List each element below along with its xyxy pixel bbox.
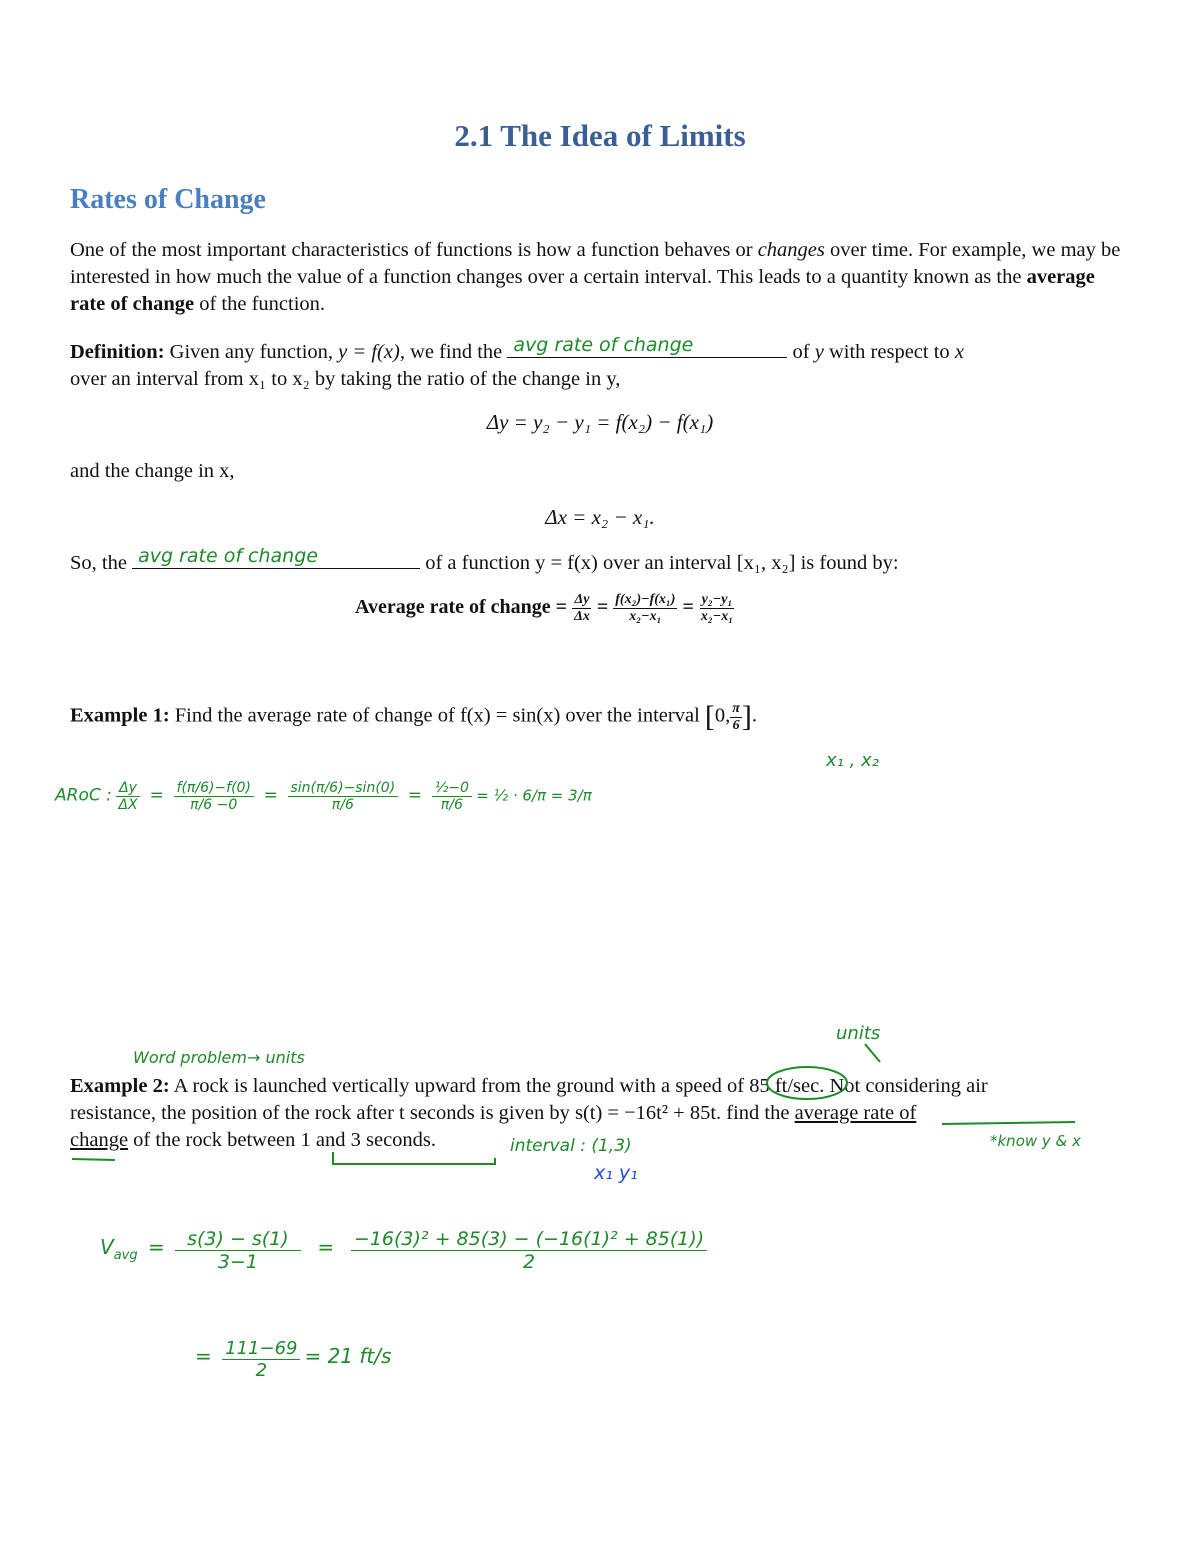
example2-change-underline	[70, 1153, 120, 1165]
example1-work-eq-3: =	[402, 785, 428, 806]
definition-text-1: Given any function,	[164, 341, 339, 363]
intro-text-3: of the function.	[194, 293, 326, 315]
page-title: 2.1 The Idea of Limits	[454, 118, 746, 153]
so-the-prefix: So, the	[70, 552, 133, 574]
example1-work-f1-den: ΔX	[118, 797, 138, 813]
example2-work-frac-2	[351, 1228, 707, 1273]
example2-result-eq: =	[195, 1344, 219, 1369]
example1-aroc-label: ARoC :	[55, 785, 112, 806]
intro-italic: changes	[757, 239, 825, 261]
example2-work-f2-den: 2	[522, 1251, 536, 1273]
intro-text-1: One of the most important characteristics of functions is how a function behaves or	[70, 239, 758, 261]
example2-result-num: 111−69	[222, 1338, 300, 1360]
example2-avg-underline	[940, 1116, 1080, 1130]
definition-label: Definition:	[70, 341, 165, 363]
example1-label: Example 1:	[70, 704, 170, 727]
formula-eq-2: =	[682, 596, 694, 619]
so-the-blank	[132, 545, 420, 569]
example2-note-know: *know y & x	[990, 1132, 1081, 1150]
example2-work-f2-num: −16(3)² + 85(3) − (−16(1)² + 85(1))	[351, 1228, 707, 1251]
example2-vavg	[100, 1235, 138, 1264]
example2-units-arrow	[860, 1042, 890, 1066]
formula-f1-num: Δy	[574, 592, 590, 607]
so-the-paragraph	[70, 545, 1135, 577]
definition-x: x	[954, 341, 964, 363]
example2-line2-underlined: average rate of	[794, 1102, 917, 1124]
example1-text: Find the average rate of change of f(x) = sin(x) over the interval	[169, 704, 705, 727]
intro-paragraph	[70, 237, 1135, 318]
example1-work-f3-den: π/6	[331, 797, 354, 813]
example1-work-eq-1: =	[144, 785, 170, 806]
formula-f1-den: Δx	[574, 609, 590, 624]
example2-line2a: resistance, the position of the rock after t seconds is given by s(t) = −16t² + 85t. find the	[70, 1102, 795, 1124]
example1-work-f2-num: f(π/6)−f(0)	[174, 780, 254, 797]
example2-note-units: units	[836, 1023, 881, 1044]
example1-prompt	[70, 700, 757, 734]
average-rate-formula	[355, 592, 735, 625]
example2-work-frac-1	[175, 1228, 301, 1273]
delta-y-equation: Δy = y₂ − y₁ = f(x₂) − f(x₁)	[486, 410, 714, 434]
definition-text-2: , we find the	[399, 341, 508, 363]
example1-work-f2-den: π/6 −0	[190, 797, 238, 813]
example2-result-den: 2	[255, 1360, 268, 1381]
formula-frac-1	[572, 592, 592, 625]
example1-work-frac-3	[288, 780, 399, 813]
example2-line1a: A rock is launched vertically upward from the ground with a speed of 85	[169, 1075, 775, 1097]
formula-eq-1: =	[596, 596, 609, 619]
formula-frac-2	[613, 592, 677, 625]
example2-circled-text: ft/sec.	[774, 1075, 825, 1097]
example1-work-frac-2	[174, 780, 254, 813]
example2-work-f1-den: 3−1	[217, 1251, 258, 1273]
change-in-x-text: and the change in x,	[70, 460, 235, 482]
definition-text-3: of	[787, 341, 815, 363]
example1-work-f1-num: Δy	[116, 780, 140, 797]
intro-bold: average rate of change	[70, 266, 1095, 315]
example2-vavg-sub: avg	[113, 1248, 138, 1264]
example2-interval-text: 1 and 3 seconds.	[300, 1129, 437, 1151]
example2-vavg-v: V	[100, 1235, 114, 1260]
example1-work-f3-num: sin(π/6)−sin(0)	[288, 780, 399, 797]
example2-note-xy: x₁ y₁	[594, 1162, 638, 1184]
definition-paragraph	[70, 334, 1135, 393]
definition-blank-answer: avg rate of change	[513, 334, 694, 356]
example1-work	[55, 780, 592, 813]
so-the-suffix: of a function y = f(x) over an interval [x₁, x₂] is found by:	[420, 552, 899, 574]
formula-f2-den: x₂−x₁	[629, 609, 662, 624]
example1-work-frac-1	[116, 780, 140, 813]
interval-close-bracket: ]	[741, 700, 752, 733]
example2-note-word: Word problem→ units	[133, 1048, 305, 1067]
definition-text-4: with respect to	[823, 341, 955, 363]
example1-work-eq-2: =	[258, 785, 284, 806]
delta-x-equation: Δx = x₂ − x₁.	[545, 505, 655, 529]
so-the-blank-answer: avg rate of change	[138, 545, 318, 567]
example1-interval-frac	[730, 701, 742, 734]
example1-interval-den: 6	[732, 717, 740, 733]
example2-unit-circle	[765, 1065, 855, 1105]
formula-f3-num: y₂−y₁	[701, 592, 733, 607]
example2-line3a: of the rock between	[128, 1129, 301, 1151]
formula-f3-den: x₂−x₁	[700, 609, 734, 624]
example2-work-f1-num: s(3) − s(1)	[175, 1228, 301, 1251]
intro-text-2: over time. For example, we may be interested in how much the value of a function changes over a certain interval. This leads to a quantity known as the	[70, 239, 1121, 288]
formula-f2-num: f(x₂)−f(x₁)	[615, 592, 676, 607]
example1-note-x: x₁ , x₂	[826, 750, 879, 771]
example2-line1b: Not considering air	[824, 1075, 988, 1097]
example1-work-step-5: = ½ · 6/π = 3/π	[476, 786, 592, 805]
definition-blank	[507, 334, 787, 358]
example2-circled-unit	[775, 1073, 825, 1100]
example2-note-interval: interval : (1,3)	[510, 1136, 632, 1156]
interval-open-bracket: [	[704, 700, 715, 733]
example1-interval-a: 0,	[714, 704, 731, 727]
example1-work-frac-4	[432, 780, 472, 813]
definition-func: y = f(x)	[338, 341, 400, 363]
section-heading: Rates of Change	[70, 184, 266, 215]
formula-label: Average rate of change =	[355, 596, 568, 619]
example1-work-f4-num: ½−0	[432, 780, 472, 797]
example2-result	[195, 1338, 391, 1381]
example2-work-eq-1: =	[141, 1235, 172, 1260]
definition-y: y	[814, 341, 824, 363]
example2-work	[100, 1228, 707, 1273]
example2-line3-underlined: change	[70, 1129, 129, 1151]
example1-interval-num: π	[732, 700, 740, 716]
example2-label: Example 2:	[70, 1075, 170, 1097]
definition-line-2: over an interval from x₁ to x₂ by taking the ratio of the change in y,	[70, 368, 621, 390]
formula-frac-3	[699, 592, 735, 625]
example1-work-f4-den: π/6	[440, 797, 463, 813]
example2-result-frac	[222, 1338, 300, 1381]
example2-work-eq-2: =	[304, 1235, 347, 1260]
example2-interval-bracket	[330, 1150, 500, 1168]
example1-period: .	[751, 704, 758, 727]
example2-result-value: = 21 ft/s	[304, 1344, 392, 1369]
